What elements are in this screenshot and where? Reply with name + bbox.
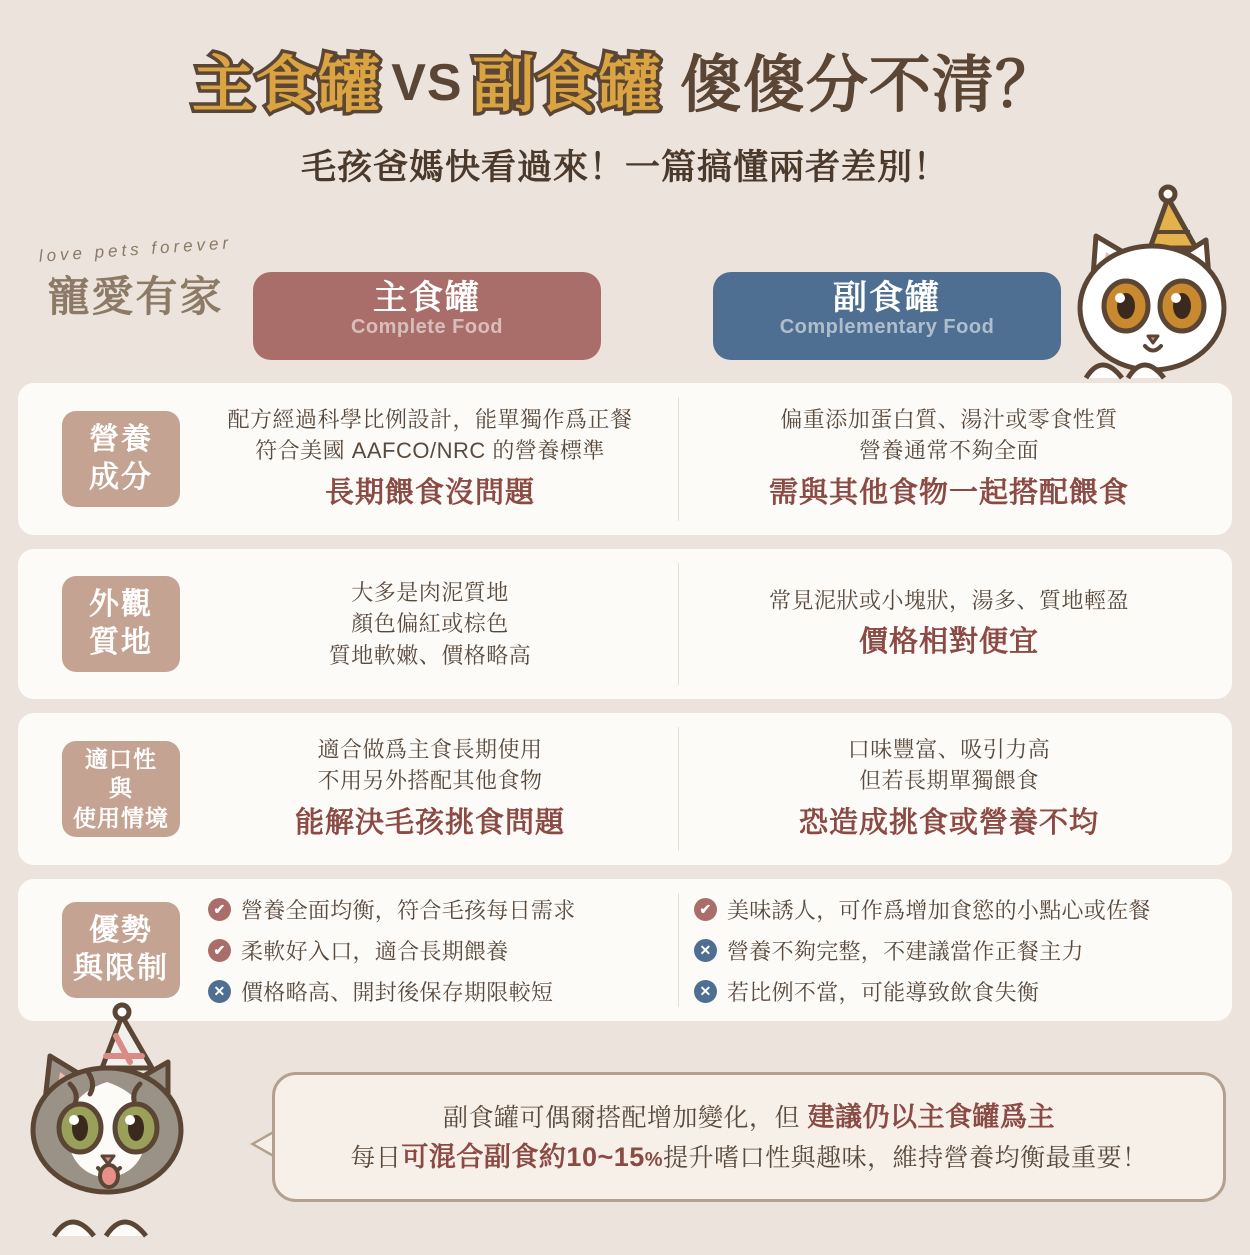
page-subtitle: 毛孩爸媽快看過來！一篇搞懂兩者差別！ [300,148,949,188]
title-sub-can: 副食罐 [472,51,662,120]
row-label-text: 營養 成分 [89,422,153,494]
list-item [694,894,1151,925]
check-icon: ✔ [208,939,231,962]
list-item [208,976,553,1007]
cell-highlight: 恐造成挑食或營養不均 [798,806,1099,839]
row-label-palatability [62,741,180,837]
list-item-text: 價格略高、開封後保存期限較短 [241,979,554,1005]
footer-line1-a: 副食罐可偶爾搭配增加變化，但 [443,1103,808,1132]
cell-line: 質地軟嫩、價格略高 [328,642,532,668]
footer-line2-b: 可混合副食約10~15 [401,1142,645,1172]
list-item-text: 柔軟好入口，適合長期餵養 [241,938,509,964]
column-header-sub-cn: 副食罐 [833,279,941,317]
row-divider [678,893,679,1007]
title-vs: VS [391,54,463,112]
cell-line: 營養通常不夠全面 [858,438,1039,464]
list-item-text: 若比例不當，可能導致飲食失衡 [727,979,1040,1005]
table-row [18,549,1232,699]
cat-illustration-bottom [10,1000,250,1255]
cell-line: 偏重添加蛋白質、湯汁或零食性質 [780,407,1118,433]
cell-line: 符合美國 AAFCO/NRC 的營養標準 [255,438,605,464]
column-header-main-en: Complete Food [350,316,504,339]
row-label-text: 優勢 與限制 [73,913,169,985]
row-label-texture [62,576,180,672]
cell-sub [676,713,1232,865]
page-header [0,0,1250,190]
cross-icon: ✕ [694,939,717,962]
row-label-pros-cons [62,902,180,998]
cell-line: 顏色偏紅或棕色 [351,611,509,637]
title-question: 傻傻分不清？ [679,51,1058,120]
list-item [694,976,1039,1007]
comparison-table [18,383,1232,1035]
row-label-nutrition [62,411,180,507]
row-label-text: 外觀 質地 [89,587,153,659]
cell-line: 口味豐富、吸引力高 [847,737,1051,763]
cell-line: 配方經過科學比例設計，能單獨作爲正餐 [227,407,633,433]
cell-line: 但若長期單獨餵食 [858,768,1039,794]
column-header-main-cn: 主食罐 [373,279,481,317]
cell-line: 適合做爲主食長期使用 [317,737,543,763]
row-divider [678,727,679,851]
list-item-text: 營養全面均衡，符合毛孩每日需求 [241,897,576,923]
cell-line: 不用另外搭配其他食物 [317,768,543,794]
list-item [208,894,576,925]
cell-sub [676,383,1232,535]
row-label-text: 適口性 與 使用情境 [73,745,169,831]
cell-line: 大多是肉泥質地 [351,580,509,606]
column-header-sub-en: Complementary Food [779,316,995,339]
list-item [208,935,509,966]
brand-tagline: love pets forever [38,233,233,266]
row-divider [678,397,679,521]
check-icon: ✔ [694,898,717,921]
cell-sub [676,879,1232,1021]
list-item [694,935,1084,966]
list-item-text: 營養不夠完整，不建議當作正餐主力 [727,938,1084,964]
column-header-main [253,272,601,360]
brand-name: 寵愛有家 [47,273,224,320]
cross-icon: ✕ [208,980,231,1003]
row-divider [678,563,679,685]
cross-icon: ✕ [694,980,717,1003]
check-icon: ✔ [208,898,231,921]
title-main-can: 主食罐 [192,51,382,120]
footer-note [272,1072,1226,1202]
footer-line2-c: % [644,1149,664,1171]
footer-line-2 [350,1137,1147,1178]
list-item-text: 美味誘人，可作爲增加食慾的小點心或佐餐 [727,897,1151,923]
cell-highlight: 需與其他食物一起搭配餵食 [768,476,1129,509]
cell-highlight: 價格相對便宜 [858,626,1039,659]
cell-highlight: 能解決毛孩挑食問題 [294,806,565,839]
page-title [0,52,1250,120]
cell-highlight: 長期餵食沒問題 [324,476,535,509]
table-row [18,713,1232,865]
cell-sub [676,549,1232,699]
footer-line1-b: 建議仍以主食罐爲主 [807,1101,1055,1132]
cell-line: 常見泥狀或小塊狀，湯多、質地輕盈 [768,587,1129,613]
footer-line-1 [443,1097,1055,1138]
table-row [18,383,1232,535]
footer-line2-d: 提升嗜口性與趣味，維持營養均衡最重要！ [663,1144,1148,1172]
footer-line2-a: 每日 [350,1144,402,1172]
